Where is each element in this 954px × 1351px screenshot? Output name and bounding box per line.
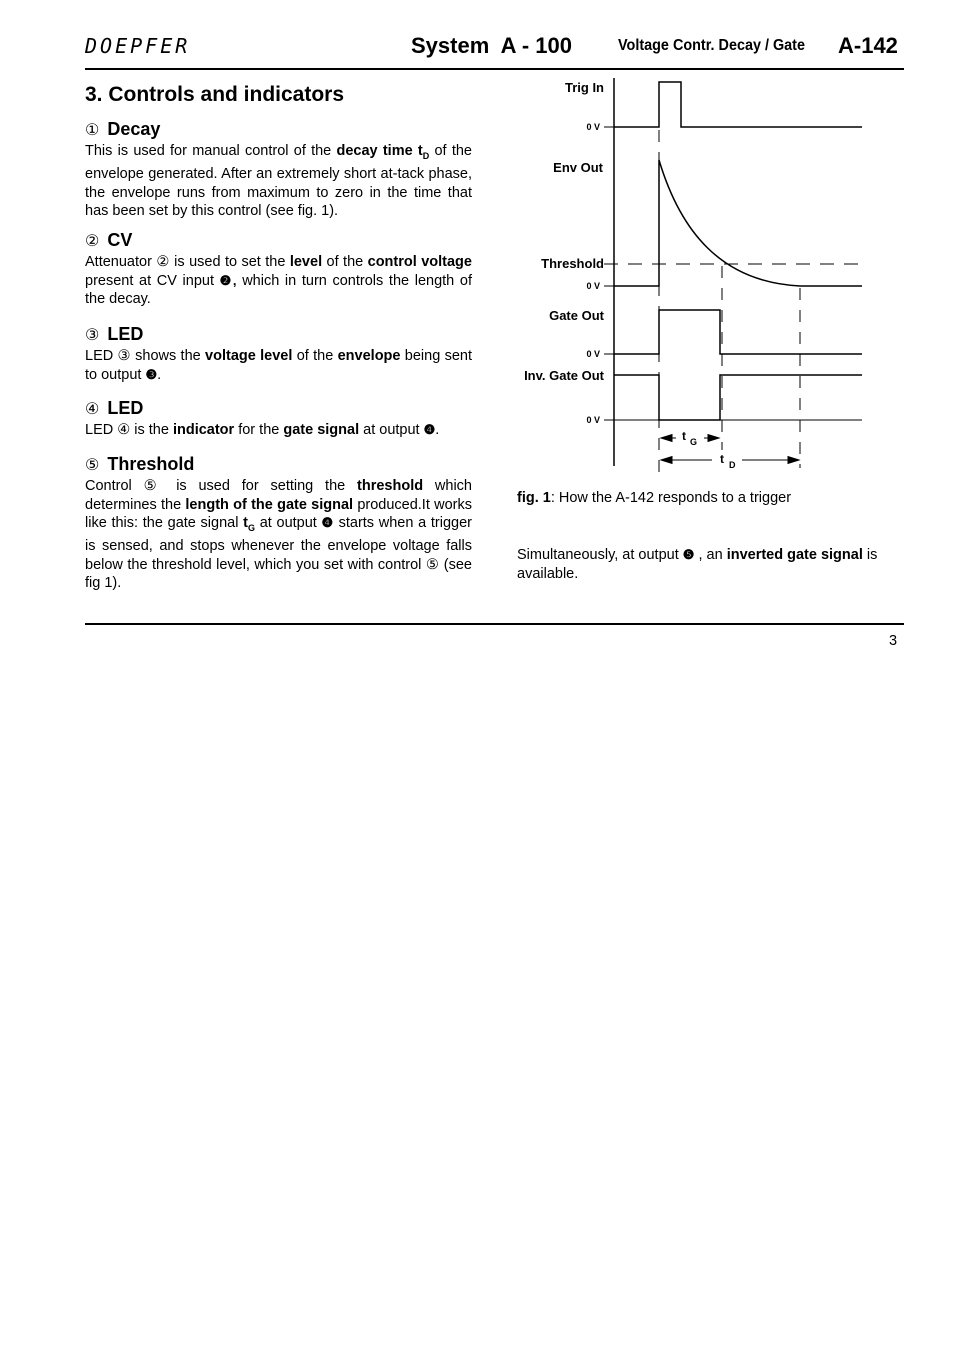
gate-out-signal <box>614 310 862 354</box>
env-out-signal <box>614 160 862 286</box>
control-number: ② <box>85 233 100 250</box>
output-5-marker: ❺ <box>682 547 695 562</box>
control-description: Attenuator ② is used to set the level of the control voltage present at CV input ❷, which in turn controls the length of the decay. <box>85 254 472 307</box>
trig-in-signal <box>614 82 862 127</box>
system-title: System A - 100 <box>411 33 573 58</box>
control-description: LED ③ shows the voltage level of the envelope being sent to output ❸. <box>85 348 472 383</box>
module-name: Voltage Contr. Decay / Gate <box>618 37 805 54</box>
zero-volt-label: 0 V <box>586 281 600 291</box>
tg-subscript: G <box>690 437 698 447</box>
figure-caption <box>517 490 791 506</box>
control-description: LED ④ is the indicator for the gate signal at output ❹. <box>85 422 440 438</box>
td-subscript: D <box>729 460 736 470</box>
footer-rule <box>85 623 904 625</box>
control-number: ① <box>85 122 100 139</box>
tg-label: t <box>682 429 686 443</box>
control-title: Decay <box>107 119 161 139</box>
control-number: ③ <box>85 327 100 344</box>
control-description: This is used for manual control of the decay time $t_D$ of the envelope generated. After an extremely short at-tack phase, the envelope runs from maximum to zero in the time that has been set by this control (see fig. 1). <box>85 143 472 220</box>
section-title: 3. Controls and indicators <box>85 83 345 106</box>
timing-diagram <box>0 0 954 480</box>
inv-gate-out-signal <box>614 375 862 420</box>
gate-out-label: Gate Out <box>549 308 604 323</box>
control-number: ⑤ <box>85 457 100 474</box>
zero-volt-label: 0 V <box>586 349 600 359</box>
control-title: LED <box>107 398 144 418</box>
module-code: A-142 <box>838 33 898 58</box>
trig-in-label: Trig In <box>565 80 604 95</box>
doepfer-logo: DOEPFER <box>85 34 191 58</box>
control-title: LED <box>107 324 144 344</box>
zero-volt-label: 0 V <box>586 415 600 425</box>
threshold-label: Threshold <box>541 256 604 271</box>
inv-gate-out-label: Inv. Gate Out <box>524 368 604 383</box>
figure-caption-text: : How the A-142 responds to a trigger <box>550 490 792 506</box>
control-number: ④ <box>85 401 100 418</box>
td-label: t <box>720 452 724 466</box>
control-title: Threshold <box>107 454 195 474</box>
figure-caption-label: fig. 1 <box>517 490 551 506</box>
control-title: CV <box>107 230 133 250</box>
zero-volt-label: 0 V <box>586 122 600 132</box>
env-out-label: Env Out <box>553 160 603 175</box>
control-description: Control ⑤ is used for setting the threshold which determines the length of the gate signal produced.It works like this: the gate signal $t_G$ at output ❹ starts when a trigger is sensed, and stops whenever the envelope voltage falls below the threshold level, which you set with control ⑤ (see fig 1). <box>85 478 472 592</box>
page-number: 3 <box>889 633 898 649</box>
inverted-gate-note: Simultaneously, at output ❺ , an inverted gate signal is available. <box>517 547 878 582</box>
